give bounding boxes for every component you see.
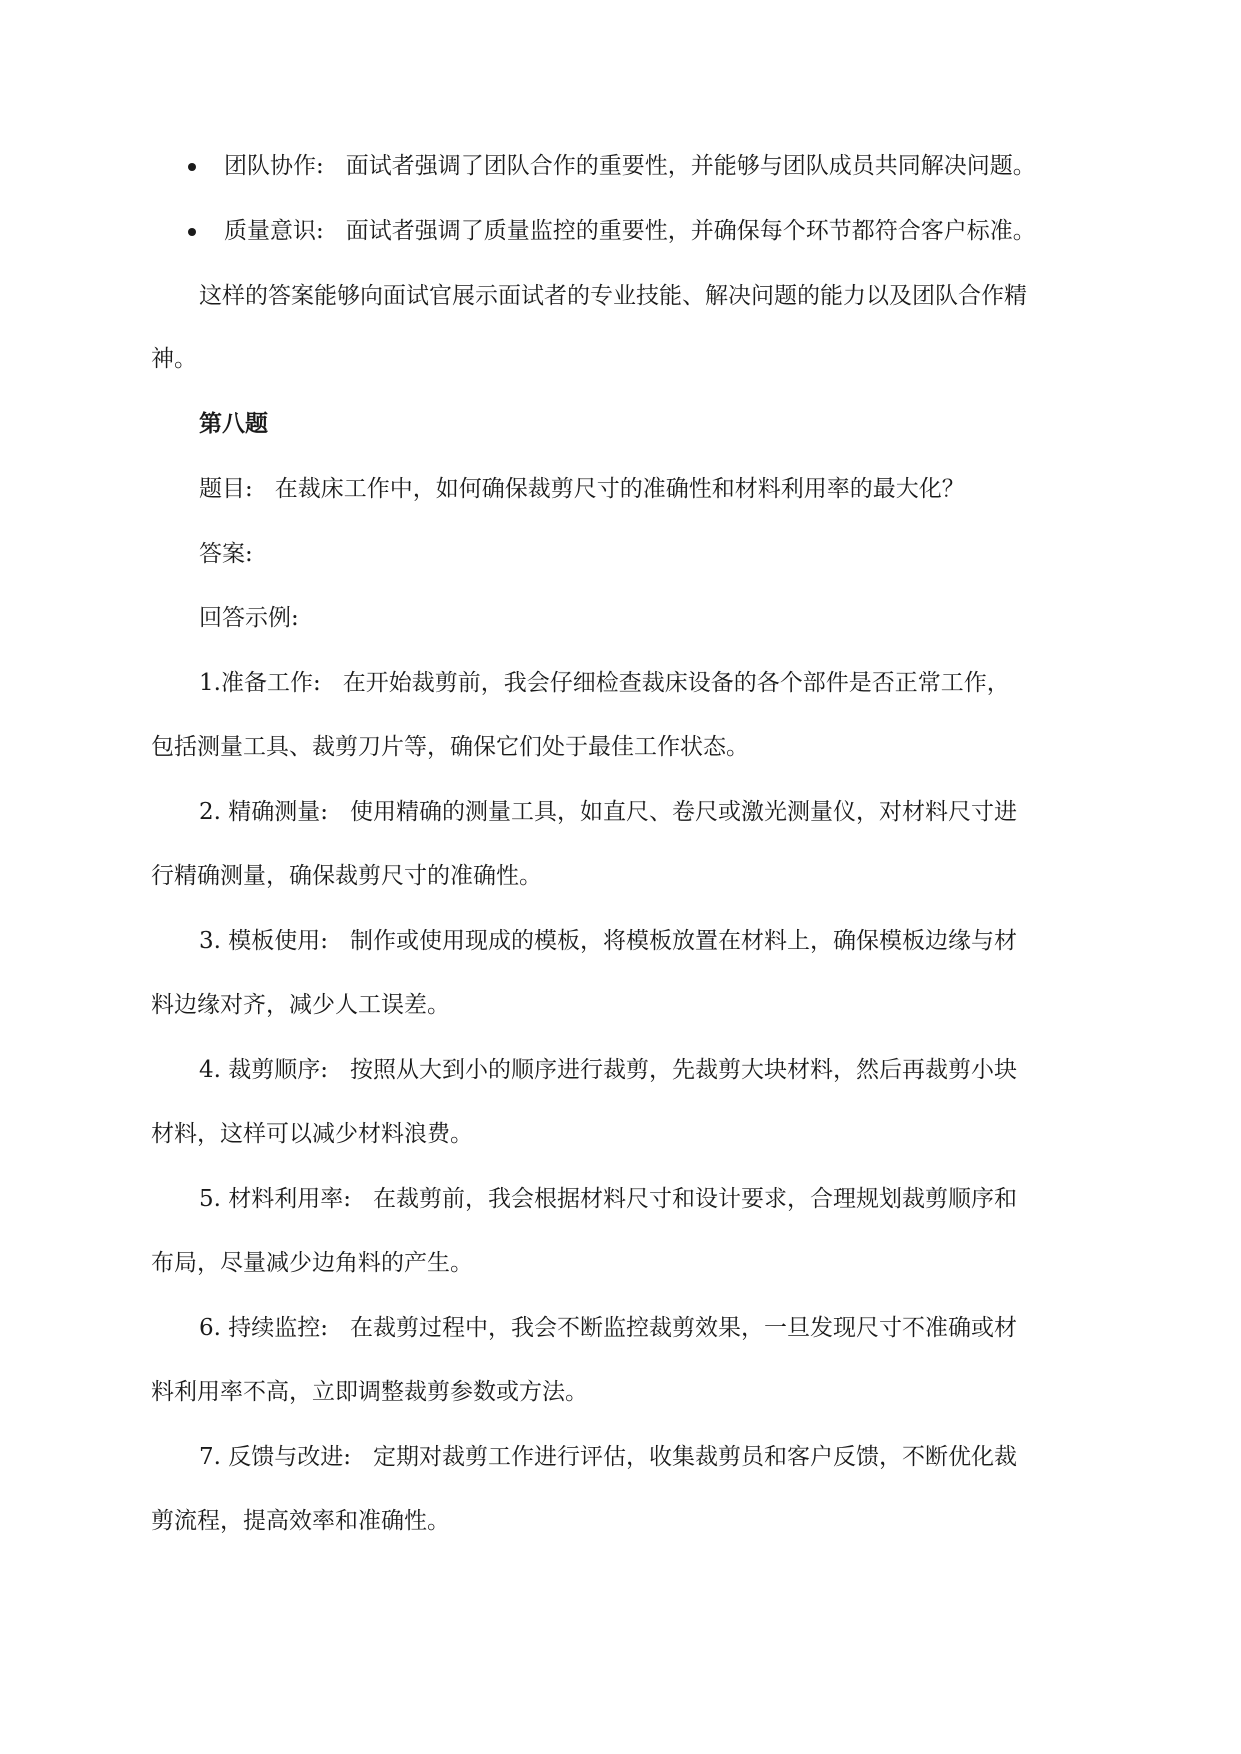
list-item-text: 在裁剪过程中，我会不断监控裁剪效果，一旦发现尺寸不准确或材	[350, 1315, 1018, 1341]
list-item-line-1	[199, 1185, 1017, 1213]
list-item-line-2: 行精确测量，确保裁剪尺寸的准确性。	[151, 863, 542, 889]
summary-line-2: 神。	[151, 346, 197, 372]
list-item-label: 1.准备工作:	[199, 670, 321, 696]
bullet-label: 团队协作:	[224, 153, 324, 179]
list-item-line-1	[199, 798, 1017, 826]
list-item-line-2: 剪流程，提高效率和准确性。	[151, 1508, 450, 1534]
bullet-text: 面试者强调了团队合作的重要性，并能够与团队成员共同解决问题。	[345, 153, 1036, 179]
list-item-line-2: 料利用率不高，立即调整裁剪参数或方法。	[151, 1379, 588, 1405]
list-item-line-2: 布局，尽量减少边角料的产生。	[151, 1250, 473, 1276]
answer-label: 答案:	[199, 541, 253, 567]
list-item-text: 在开始裁剪前，我会仔细检查裁床设备的各个部件是否正常工作，	[342, 670, 1010, 696]
list-item-line-1	[199, 669, 1010, 697]
list-item-label: 4. 裁剪顺序:	[199, 1057, 329, 1083]
example-label: 回答示例:	[199, 605, 299, 631]
bullet-item-quality	[224, 217, 1036, 245]
list-item-text: 按照从大到小的顺序进行裁剪，先裁剪大块材料，然后再裁剪小块	[350, 1057, 1018, 1083]
summary-line-1: 这样的答案能够向面试官展示面试者的专业技能、解决问题的能力以及团队合作精	[199, 283, 1027, 309]
list-item-line-1	[199, 1056, 1017, 1084]
list-item-text: 使用精确的测量工具，如直尺、卷尺或激光测量仪，对材料尺寸进	[350, 799, 1018, 825]
bullet-label: 质量意识:	[224, 218, 324, 244]
list-item-line-2: 包括测量工具、裁剪刀片等，确保它们处于最佳工作状态。	[151, 734, 749, 760]
list-item-label: 7. 反馈与改进:	[199, 1444, 352, 1470]
list-item-label: 5. 材料利用率:	[199, 1186, 352, 1212]
bullet-text: 面试者强调了质量监控的重要性，并确保每个环节都符合客户标准。	[345, 218, 1036, 244]
list-item-line-1	[199, 1443, 1017, 1471]
section-title: 第八题	[199, 410, 268, 437]
list-item-text: 定期对裁剪工作进行评估，收集裁剪员和客户反馈，不断优化裁	[373, 1444, 1018, 1470]
list-item-line-2: 料边缘对齐，减少人工误差。	[151, 992, 450, 1018]
list-item-line-1	[199, 927, 1017, 955]
bullet-dot-icon	[188, 163, 196, 171]
list-item-label: 3. 模板使用:	[199, 928, 329, 954]
list-item-label: 2. 精确测量:	[199, 799, 329, 825]
list-item-line-2: 材料，这样可以减少材料浪费。	[151, 1121, 473, 1147]
list-item-line-1	[199, 1314, 1017, 1342]
question-line	[199, 475, 965, 503]
bullet-item-teamwork	[224, 152, 1036, 180]
list-item-label: 6. 持续监控:	[199, 1315, 329, 1341]
list-item-text: 在裁剪前，我会根据材料尺寸和设计要求，合理规划裁剪顺序和	[373, 1186, 1018, 1212]
bullet-dot-icon	[188, 228, 196, 236]
question-label: 题目:	[199, 476, 253, 502]
list-item-text: 制作或使用现成的模板，将模板放置在材料上，确保模板边缘与材	[350, 928, 1018, 954]
question-text: 在裁床工作中，如何确保裁剪尺寸的准确性和材料利用率的最大化？	[274, 476, 965, 502]
